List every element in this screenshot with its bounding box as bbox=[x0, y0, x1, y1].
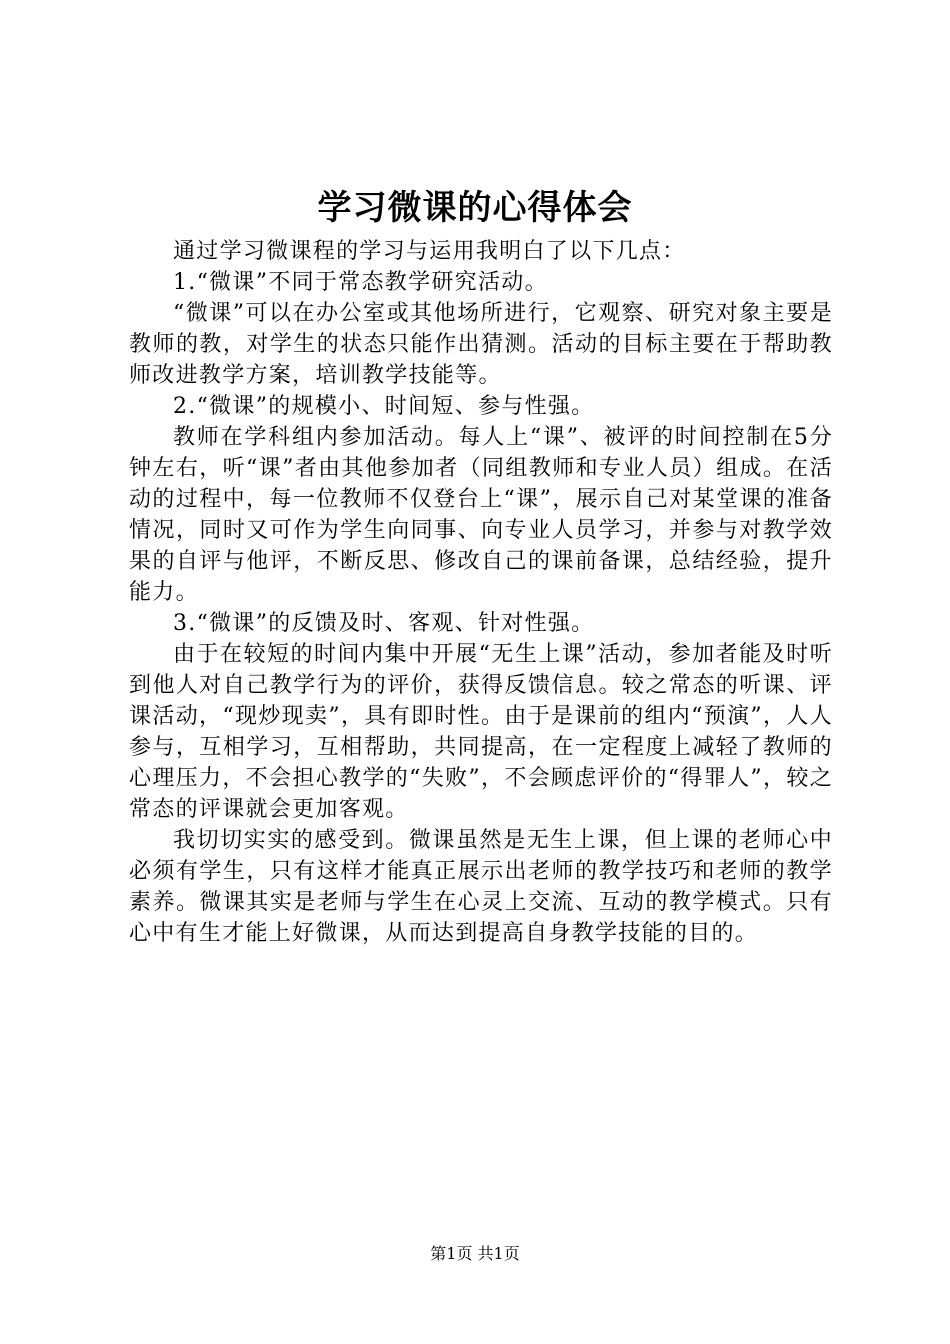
paragraph-conclusion: 我切切实实的感受到。微课虽然是无生上课，但上课的老师心中必须有学生，只有这样才能真正展示出老师的教学技巧和老师的教学素养。微课其实是老师与学生在心灵上交流、互动的教学模式。只有心中有生才能上好微课，从而达到提高自身教学技能的目的。 bbox=[129, 828, 833, 946]
paragraph-body-2: 教师在学科组内参加活动。每人上“课”、被评的时间控制在5分钟左右，听“课”者由其他参加者（同组教师和专业人员）组成。在活动的过程中，每一位教师不仅登台上“课”，展示自己对某堂课的准备情况，同时又可作为学生向同事、向专业人员学习，并参与对教学效果的自评与他评，不断反思、修改自己的课前备课，总结经验，提升能力。 bbox=[129, 425, 833, 605]
paragraph-body-3: 由于在较短的时间内集中开展“无生上课”活动，参加者能及时听到他人对自己教学行为的评价，获得反馈信息。较之常态的听课、评课活动，“现炒现卖”，具有即时性。由于是课前的组内“预演”，人人参与，互相学习，互相帮助，共同提高，在一定程度上减轻了教师的心理压力，不会担心教学的“失败”，不会顾虑评价的“得罪人”，较之常态的评课就会更加客观。 bbox=[129, 642, 833, 822]
paragraph-heading-2: 2.“微课”的规模小、时间短、参与性强。 bbox=[173, 394, 595, 419]
page-title: 学习微课的心得体会 bbox=[317, 188, 633, 228]
paragraph-heading-3: 3.“微课”的反馈及时、客观、针对性强。 bbox=[173, 611, 595, 636]
paragraph-body-1: “微课”可以在办公室或其他场所进行，它观察、研究对象主要是教师的教，对学生的状态只能作出猜测。活动的目标主要在于帮助教师改进教学方案，培训教学技能等。 bbox=[129, 301, 833, 388]
paragraph-intro: 通过学习微课程的学习与运用我明白了以下几点： bbox=[173, 239, 686, 264]
page-footer: 第1页 共1页 bbox=[430, 1244, 520, 1263]
paragraph-heading-1: 1.“微课”不同于常态教学研究活动。 bbox=[173, 270, 548, 295]
document-body bbox=[129, 236, 833, 949]
